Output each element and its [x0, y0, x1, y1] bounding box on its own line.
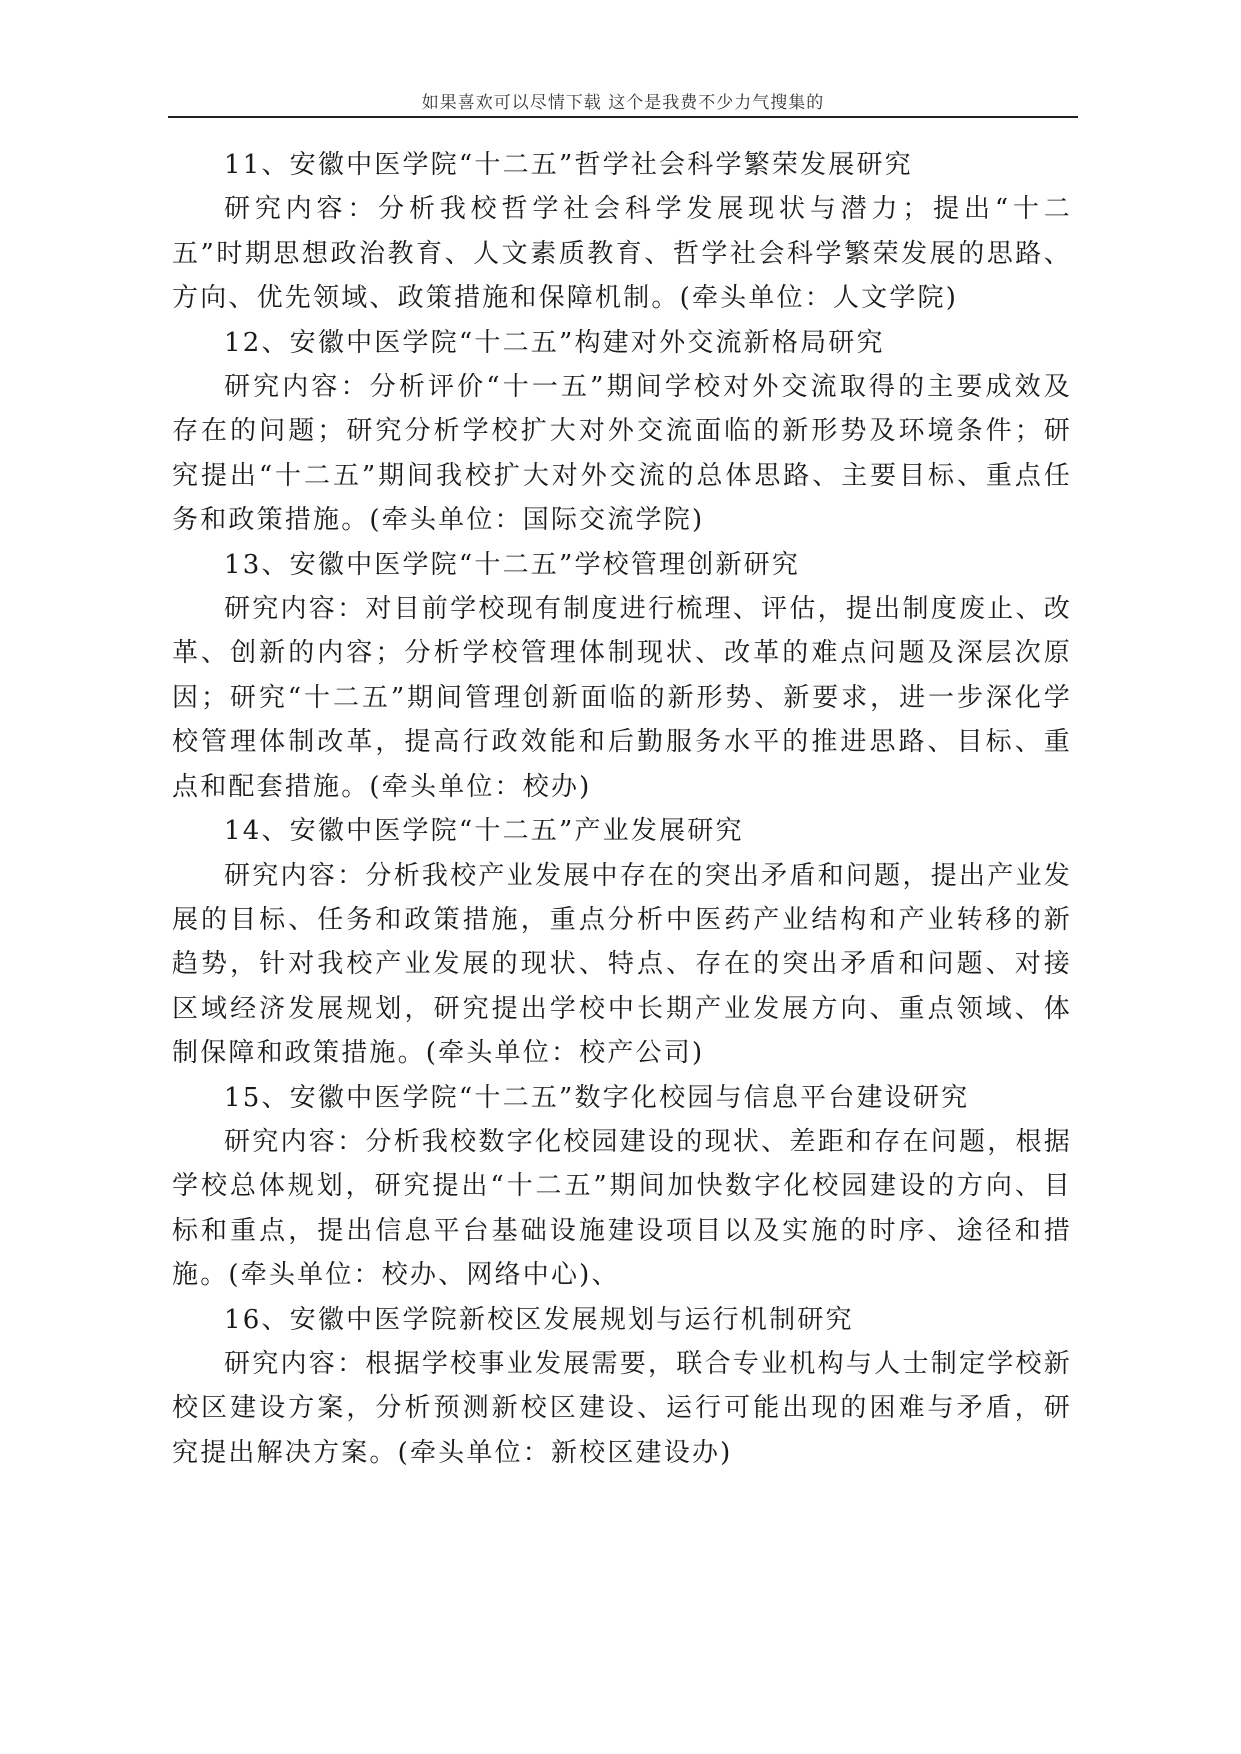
section-title-16: 16、安徽中医学院新校区发展规划与运行机制研究 [224, 1304, 854, 1335]
section-body-16: 研究内容：根据学校事业发展需要，联合专业机构与人士制定学校新校区建设方案，分析预测新校区建设、运行可能出现的困难与矛盾，研究提出解决方案。(牵头单位：新校区建设办) [172, 1348, 1072, 1468]
section-body-15: 研究内容：分析我校数字化校园建设的现状、差距和存在问题，根据学校总体规划，研究提出“十二五”期间加快数字化校园建设的方向、目标和重点，提出信息平台基础设施建设项目以及实施的时序、途径和措施。(牵头单位：校办、网络中心)、 [172, 1126, 1072, 1291]
section-title-11: 11、安徽中医学院“十二五”哲学社会科学繁荣发展研究 [224, 150, 913, 180]
section-title-14: 14、安徽中医学院“十二五”产业发展研究 [224, 816, 744, 847]
header-divider [168, 116, 1078, 118]
page-header: 如果喜欢可以尽情下载 这个是我费不少力气搜集的 [421, 93, 825, 113]
section-title-15: 15、安徽中医学院“十二五”数字化校园与信息平台建设研究 [224, 1082, 970, 1113]
section-body-11: 研究内容：分析我校哲学社会科学发展现状与潜力；提出“十二五”时期思想政治教育、人文素质教育、哲学社会科学繁荣发展的思路、方向、优先领域、政策措施和保障机制。(牵头单位：人文学院) [172, 194, 1072, 314]
section-title-12: 12、安徽中医学院“十二五”构建对外交流新格局研究 [224, 327, 885, 358]
section-body-13: 研究内容：对目前学校现有制度进行梳理、评估，提出制度废止、改革、创新的内容；分析学校管理体制现状、改革的难点问题及深层次原因；研究“十二五”期间管理创新面临的新形势、新要求，进一步深化学校管理体制改革，提高行政效能和后勤服务水平的推进思路、目标、重点和配套措施。(牵头单位：校办) [172, 594, 1072, 802]
section-title-13: 13、安徽中医学院“十二五”学校管理创新研究 [224, 549, 801, 580]
section-body-14: 研究内容：分析我校产业发展中存在的突出矛盾和问题，提出产业发展的目标、任务和政策措施，重点分析中医药产业结构和产业转移的新趋势，针对我校产业发展的现状、特点、存在的突出矛盾和问题、对接区域经济发展规划，研究提出学校中长期产业发展方向、重点领域、体制保障和政策措施。(牵头单位：校产公司) [172, 860, 1072, 1069]
document-body [172, 143, 1072, 1475]
section-body-12: 研究内容：分析评价“十一五”期间学校对外交流取得的主要成效及存在的问题；研究分析学校扩大对外交流面临的新形势及环境条件；研究提出“十二五”期间我校扩大对外交流的总体思路、主要目标、重点任务和政策措施。(牵头单位：国际交流学院) [172, 372, 1072, 536]
